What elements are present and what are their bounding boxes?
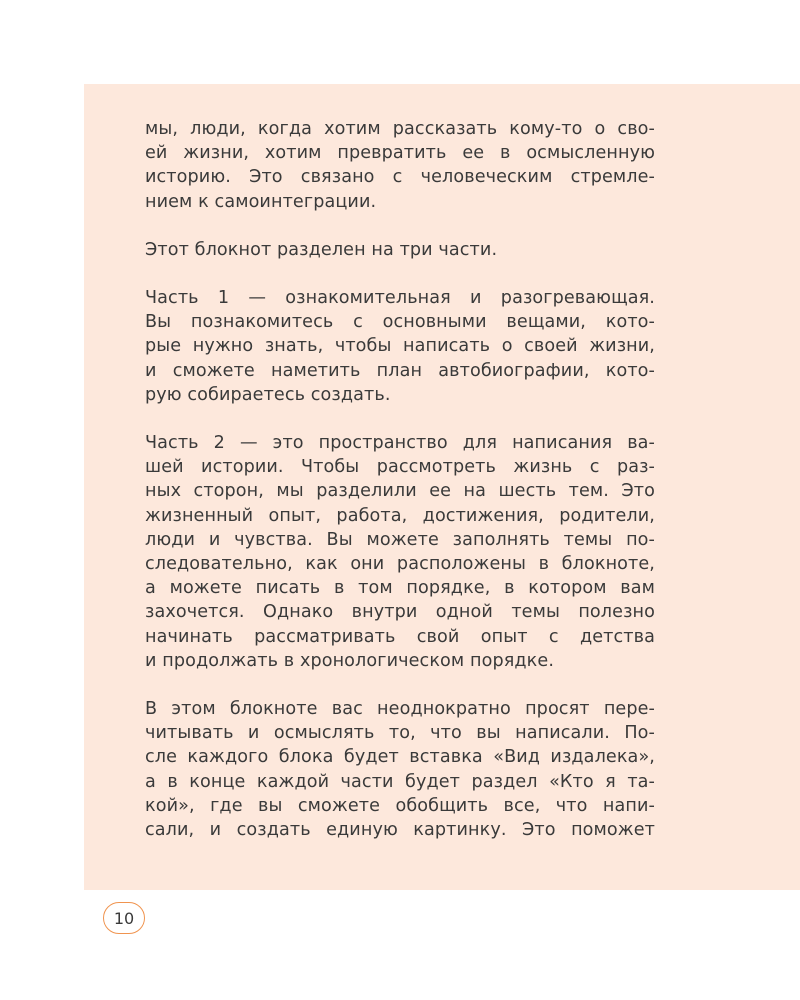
text-line: кой», где вы сможете обобщить все, что напи- <box>145 795 655 816</box>
paragraph-4 <box>145 431 655 673</box>
text-line: люди и чувства. Вы можете заполнять темы по- <box>145 529 655 550</box>
page-number-badge <box>103 902 145 934</box>
text-line: Этот блокнот разделен на три части. <box>145 239 498 260</box>
text-line: В этом блокноте вас неоднократно просят пере- <box>145 699 655 720</box>
text-line: нием к самоинтеграции. <box>145 191 377 212</box>
text-line: историю. Это связано с человеческим стремле- <box>145 167 655 188</box>
text-line: и сможете наметить план автобиографии, кото- <box>145 360 655 381</box>
text-line: начинать рассматривать свой опыт с детства <box>145 626 655 647</box>
text-line: жизненный опыт, работа, достижения, родители, <box>145 505 655 526</box>
text-line: следовательно, как они расположены в блокноте, <box>145 554 655 575</box>
text-line: а в конце каждой части будет раздел «Кто я та- <box>145 771 655 792</box>
text-line: ей жизни, хотим превратить ее в осмысленную <box>145 143 655 164</box>
text-line: и продолжать в хронологическом порядке. <box>145 650 555 671</box>
text-line: рые нужно знать, чтобы написать о своей жизни, <box>145 336 655 357</box>
text-line: ных сторон, мы разделили ее на шесть тем. Это <box>145 481 655 502</box>
text-line: шей истории. Чтобы рассмотреть жизнь с раз- <box>145 457 655 478</box>
text-line: читывать и осмыслять то, что вы написали. По- <box>145 723 655 744</box>
body-text <box>145 117 655 866</box>
text-line: сле каждого блока будет вставка «Вид издалека», <box>145 747 655 768</box>
text-line: захочется. Однако внутри одной темы полезно <box>145 602 655 623</box>
text-line: Часть 2 — это пространство для написания ва- <box>145 433 655 454</box>
text-line: а можете писать в том порядке, в котором вам <box>145 578 655 599</box>
paragraph-3 <box>145 286 655 407</box>
text-line: мы, люди, когда хотим рассказать кому-то о сво- <box>145 119 655 139</box>
paragraph-2 <box>145 238 655 262</box>
page-number: 10 <box>113 908 135 928</box>
text-line: сали, и создать единую картинку. Это поможет <box>145 820 655 841</box>
text-line: рую собираетесь создать. <box>145 384 391 405</box>
paragraph-1 <box>145 117 655 214</box>
text-line: Вы познакомитесь с основными вещами, кото- <box>145 312 655 333</box>
paragraph-5 <box>145 697 655 842</box>
text-line: Часть 1 — ознакомительная и разогревающая. <box>145 288 655 309</box>
